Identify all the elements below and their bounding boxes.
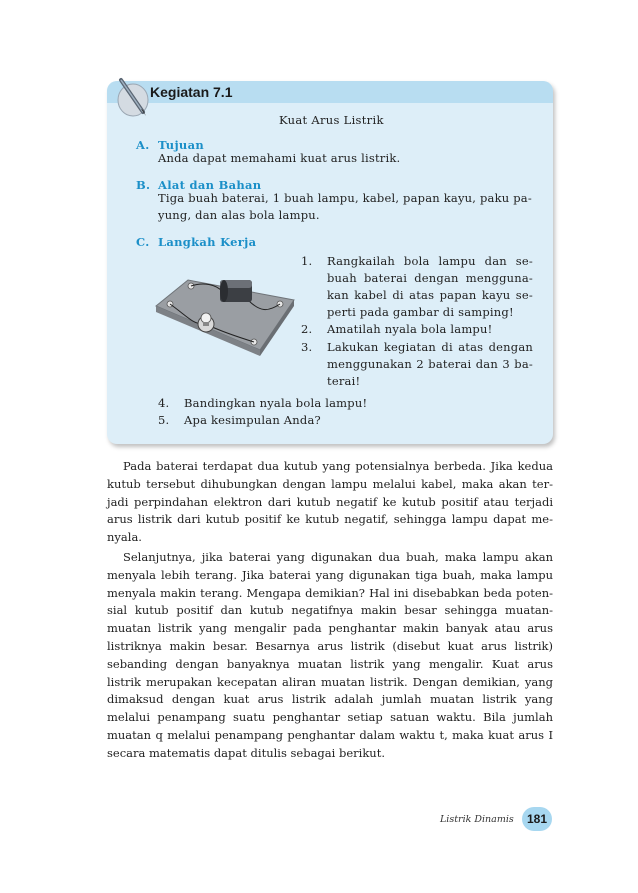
step-number: 4. (158, 396, 170, 410)
step-text: Rangkailah bola lampu dan se-buah baterai dengan mengguna-kan kabel di atas papan kayu se-perti pada gambar di samping! (327, 254, 533, 319)
section-a-letter: A. (136, 138, 150, 152)
step-item (301, 321, 533, 338)
body-text (107, 458, 553, 763)
pencil-icon (113, 72, 153, 122)
activity-title: Kuat Arus Listrik (279, 113, 384, 127)
step-item (158, 396, 367, 410)
section-c-title: Langkah Kerja (158, 235, 257, 249)
step-number: 3. (301, 340, 313, 354)
step-item (301, 253, 533, 321)
step-text: Bandingkan nyala bola lampu! (184, 396, 368, 410)
circuit-board-illustration (148, 262, 298, 364)
step-text: Amatilah nyala bola lampu! (327, 322, 493, 336)
step-text: Lakukan kegiatan di atas dengan menggunakan 2 baterai dan 3 ba-terai! (327, 340, 533, 388)
section-c-heading (136, 235, 256, 249)
step-number: 1. (301, 254, 313, 268)
paragraph: Selanjutnya, jika baterai yang digunakan dua buah, maka lampu akan menyala lebih terang. Jika baterai yang digunakan tiga buah, maka lampu menyala makin terang. Mengapa demikian? Hal ini disebabkan beda poten-sial kutub positif dan kutub negatifnya makin besar sehingga muatan-muatan listrik yang mengalir pada penghantar makin banyak atau arus listriknya makin besar. Besarnya arus listrik (disebut kuat arus listrik) sebanding dengan banyaknya muatan listrik yang mengalir. Kuat arus listrik merupakan kecepatan aliran muatan listrik. Dengan demikian, yang dimaksud dengan kuat arus listrik adalah jumlah muatan listrik yang melalui penampang suatu penghantar setiap satuan waktu. Bila jumlah muatan q melalui penampang penghantar dalam waktu t, maka kuat arus I secara matematis dapat ditulis sebagai berikut. (107, 549, 553, 760)
section-a-text: Anda dapat memahami kuat arus listrik. (158, 151, 401, 165)
step-item (158, 413, 321, 427)
paragraph: Pada baterai terdapat dua kutub yang potensialnya berbeda. Jika kedua kutub tersebut dihubungkan dengan lampu melalui kabel, maka akan ter-jadi perpindahan elektron dari kutub negatif ke kutub positif atau terjadi arus listrik dari kutub positif ke kutub negatif, sehingga lampu dapat me-nyala. (107, 459, 553, 545)
step-number: 2. (301, 322, 313, 336)
section-b-title: Alat dan Bahan (158, 178, 262, 192)
section-b-text-line-2: yung, dan alas bola lampu. (158, 208, 320, 222)
section-c-letter: C. (136, 235, 150, 249)
page-number: 181 (522, 807, 552, 831)
section-b-text-line-1: Tiga buah baterai, 1 buah lampu, kabel, papan kayu, paku pa- (158, 191, 532, 205)
activity-label: Kegiatan 7.1 (150, 84, 233, 100)
step-item (301, 339, 533, 390)
section-a-title: Tujuan (158, 138, 204, 152)
step-number: 5. (158, 413, 170, 427)
chapter-name: Listrik Dinamis (440, 814, 514, 825)
section-b-letter: B. (136, 178, 151, 192)
step-text: Apa kesimpulan Anda? (184, 413, 321, 427)
